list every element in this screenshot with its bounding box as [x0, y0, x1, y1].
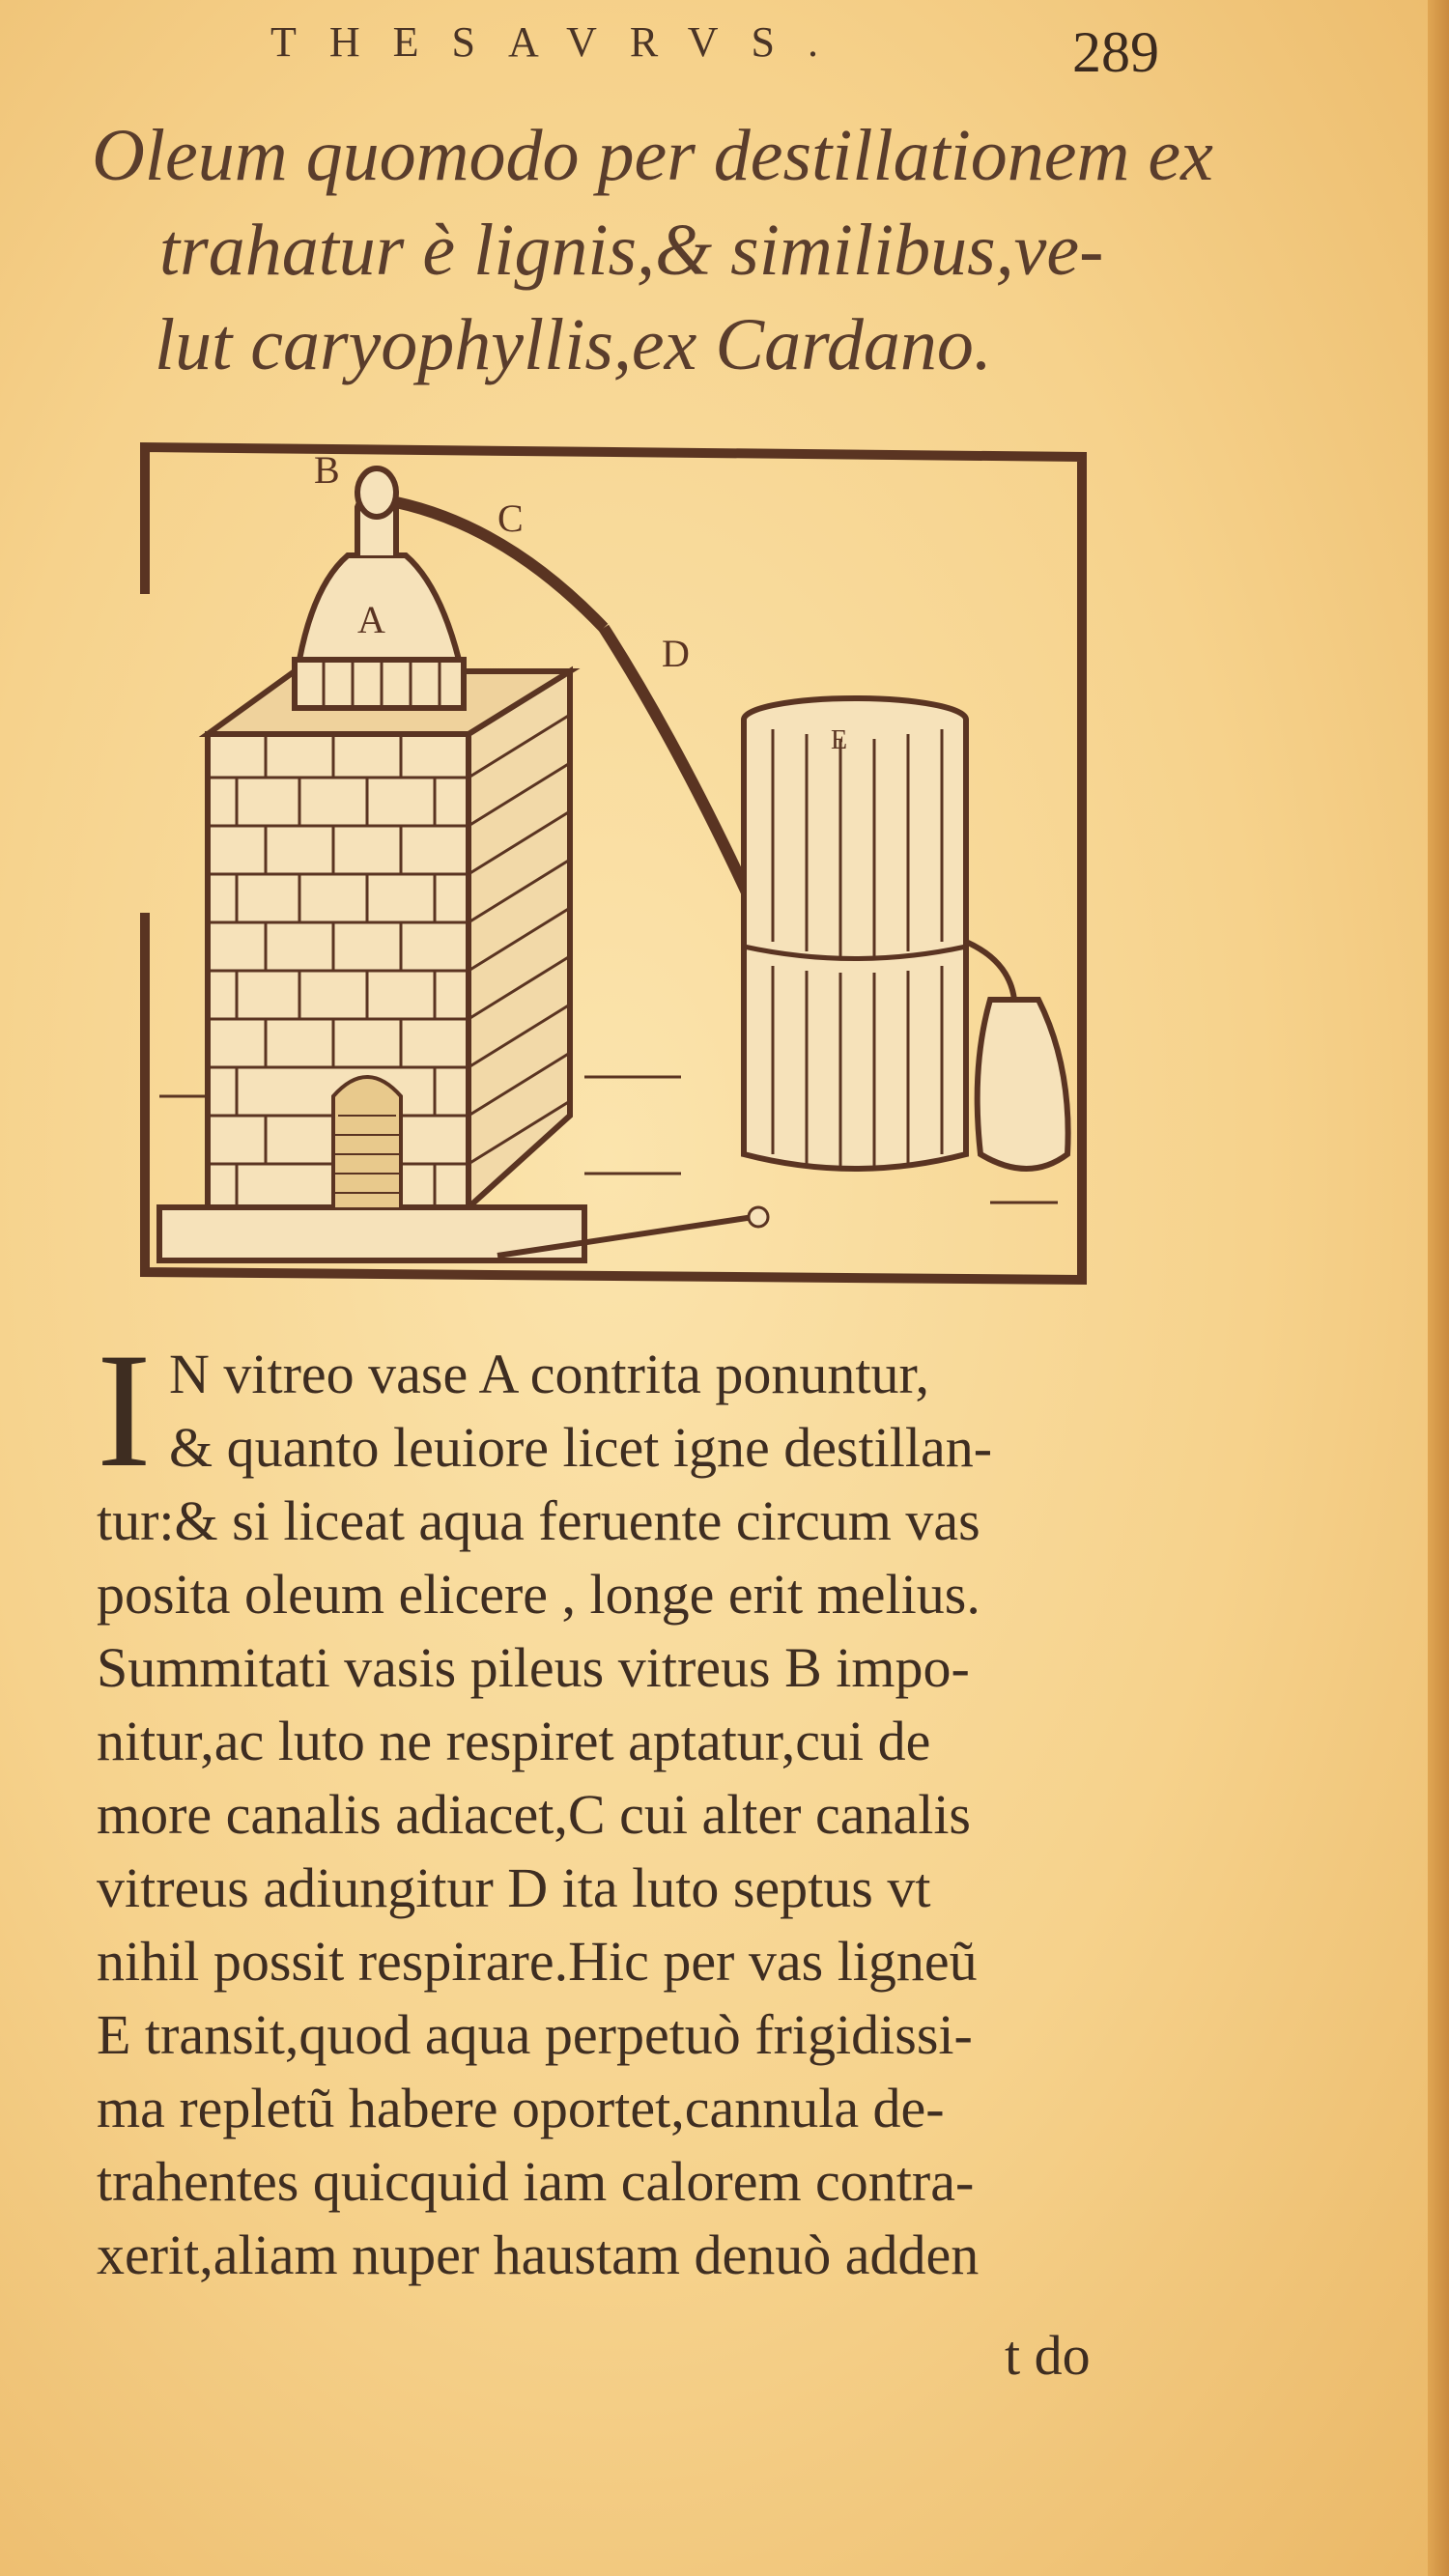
body-line: tur:& si liceat aqua feruente circum vas: [97, 1489, 980, 1552]
body-line: vitreus adiungitur D ita luto septus vt: [97, 1856, 931, 1919]
label-a: A: [357, 598, 385, 641]
running-header: THESAVRVS.: [270, 18, 851, 66]
drop-capital: I: [97, 1319, 152, 1501]
furnace: [159, 671, 584, 1260]
body-line: trahentes quicquid iam calorem contra-: [97, 2150, 975, 2213]
label-e: E: [831, 725, 848, 755]
body-line: ma repletũ habere oportet,cannula de-: [97, 2077, 945, 2139]
body-line: more canalis adiacet,C cui alter canalis: [97, 1783, 972, 1846]
body-line: nitur,ac luto ne respiret aptatur,cui de: [97, 1710, 931, 1772]
body-line: posita oleum elicere , longe erit melius.: [97, 1563, 980, 1626]
body-line: N vitreo vase A contrita ponuntur,: [169, 1343, 929, 1405]
body-line: xerit,aliam nuper haustam denuò adden: [97, 2223, 980, 2286]
alembic-vessel: [295, 468, 464, 708]
label-c: C: [497, 496, 524, 540]
catchword: t do: [1005, 2324, 1091, 2387]
heading-line-1: Oleum quomodo per destillationem ex: [92, 115, 1213, 196]
heading-line-2: trahatur è lignis,& similibus,ve-: [159, 210, 1104, 291]
page-number: 289: [1072, 20, 1159, 84]
body-line: nihil possit respirare.Hic per vas ligneũ: [97, 1930, 978, 1993]
cooling-barrel: [744, 698, 966, 1169]
distillation-woodcut: [140, 439, 1087, 1289]
chapter-heading: [92, 108, 1222, 392]
body-line: E transit,quod aqua perpetuò frigidissi-: [97, 2003, 973, 2066]
body-line: Summitati vasis pileus vitreus B impo-: [97, 1636, 970, 1699]
heading-line-3: lut caryophyllis,ex Cardano.: [155, 304, 992, 385]
body-line: & quanto leuiore licet igne destillan-: [169, 1416, 993, 1479]
receiving-flask: [966, 942, 1068, 1169]
label-b: B: [314, 448, 340, 492]
page-edge: [1428, 0, 1449, 2576]
body-paragraph: [97, 1319, 1179, 2292]
label-d: D: [662, 632, 690, 675]
